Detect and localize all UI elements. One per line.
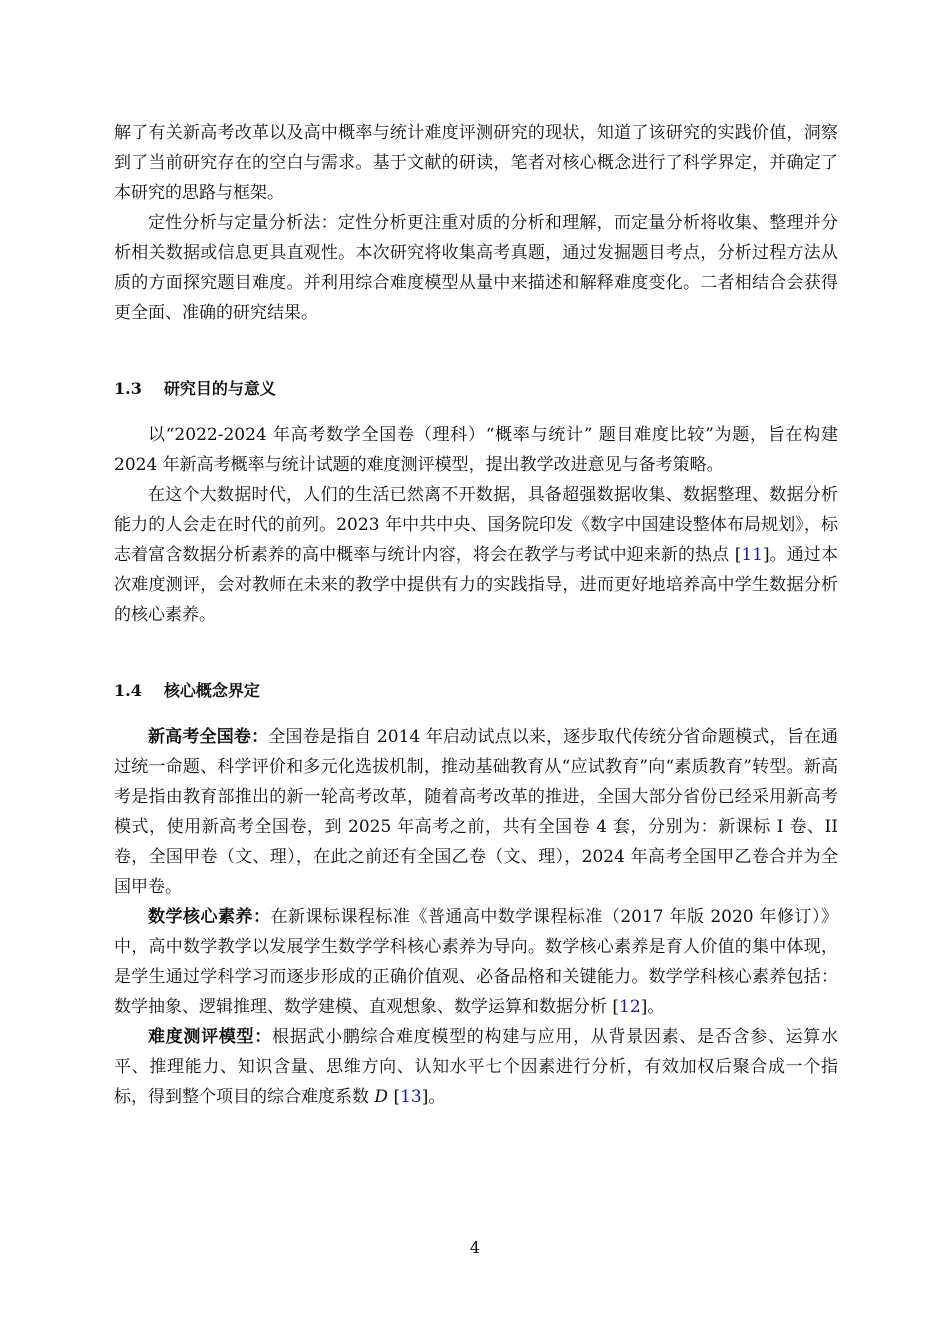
page-body xyxy=(114,118,838,1112)
heading-spacer xyxy=(114,404,838,420)
section-title: 核心概念界定 xyxy=(163,681,260,700)
section-1-3-paragraph-1: 以“2022-2024 年高考数学全国卷（理科）“概率与统计” 题目难度比较”为题，旨在构建 2024 年新高考概率与统计试题的难度测评模型，提出教学改进意见与备考策略。 xyxy=(114,425,838,475)
heading-spacer xyxy=(114,706,838,722)
definition-math-literacy xyxy=(114,902,838,1022)
section-number: 1.4 xyxy=(114,681,142,700)
definition-term: 难度测评模型： xyxy=(148,1027,272,1047)
definition-new-gaokao xyxy=(114,722,838,902)
definition-text: ]。 xyxy=(421,1087,446,1107)
paragraph-text: 在这个大数据时代，人们的生活已然离不开数据，具备超强数据收集、数据整理、数据分析能力的人会走在时代的前列。2023 年中共中央、国务院印发《数字中国建设整体布局规划》，标志着富含数据分析素养的高中概率与统计内容，将会在教学与考试中迎来新的热点 [ xyxy=(114,485,838,565)
section-title: 研究目的与意义 xyxy=(163,379,276,398)
definition-text: 全国卷是指自 2014 年启动试点以来，逐步取代传统分省命题模式，旨在通过统一命题、科学评价和多元化选拔机制，推动基础教育从“应试教育”向“素质教育”转型。新高考是指由教育部推出的新一轮高考改革，随着高考改革的推进，全国大部分省份已经采用新高考模式，使用新高考全国卷，到 2025 年高考之前，共有全国卷 4 套，分别为：新课标 I 卷、II 卷，全国甲卷（文、理），在此之前还有全国乙卷（文、理），2024 年高考全国甲乙卷合并为全国甲卷。 xyxy=(114,727,838,897)
definition-text: 根据武小鹏综合难度模型的构建与应用，从背景因素、是否含参、运算水平、推理能力、知识含量、思维方向、认知水平七个因素进行分析，有效加权后聚合成一个指标，得到整个项目的综合难度系数 xyxy=(114,1027,839,1107)
section-heading-1-4 xyxy=(114,676,838,706)
page-number: 4 xyxy=(469,1238,481,1257)
definition-text: ]。 xyxy=(640,997,665,1017)
intro-paragraph-2: 定性分析与定量分析法：定性分析更注重对质的分析和理解，而定量分析将收集、整理并分析相关数据或信息更具直观性。本次研究将收集高考真题，通过发掘题目考点，分析过程方法从质的方面探究题目难度。并利用综合难度模型从量中来描述和解释难度变化。二者相结合会获得更全面、准确的研究结果。 xyxy=(114,213,838,323)
section-number: 1.3 xyxy=(114,379,142,398)
section-spacer xyxy=(114,328,838,374)
intro-paragraph-1: 解了有关新高考改革以及高中概率与统计难度评测研究的现状，知道了该研究的实践价值，洞察到了当前研究存在的空白与需求。基于文献的研读，笔者对核心概念进行了科学界定，并确定了本研究的思路与框架。 xyxy=(114,123,838,203)
math-variable-d: D xyxy=(374,1087,389,1107)
citation-link[interactable]: 13 xyxy=(400,1087,422,1107)
definition-term: 新高考全国卷： xyxy=(148,727,269,747)
definition-difficulty-model xyxy=(114,1022,838,1112)
citation-link[interactable]: 11 xyxy=(741,545,763,565)
section-heading-1-3 xyxy=(114,374,838,404)
definition-text: [ xyxy=(388,1087,401,1107)
citation-link[interactable]: 12 xyxy=(619,997,641,1017)
definition-text: 在新课标课程标准《普通高中数学课程标准（2017 年版 2020 年修订）》中，高中数学教学以发展学生数学学科核心素养为导向。数学核心素养是育人价值的集中体现，是学生通过学科学习而逐步形成的正确价值观、必备品格和关键能力。数学学科核心素养包括：数学抽象、逻辑推理、数学建模、直观想象、数学运算和数据分析 [ xyxy=(114,907,838,1017)
definition-term: 数学核心素养： xyxy=(148,907,271,927)
section-spacer xyxy=(114,630,838,676)
section-1-3-paragraph-2 xyxy=(114,480,838,630)
paragraph-text: ]。通过本次难度测评，会对教师在未来的教学中提供有力的实践指导，进而更好地培养高中学生数据分析的核心素养。 xyxy=(114,545,838,625)
